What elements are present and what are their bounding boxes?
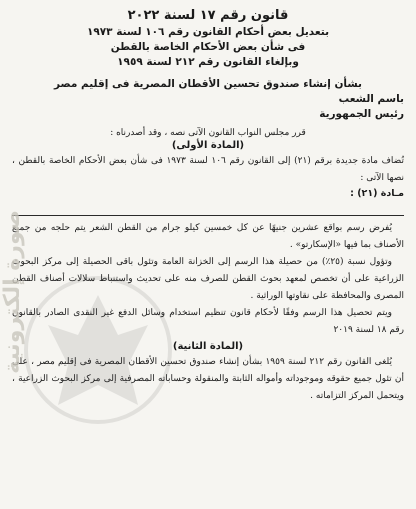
article-2-title: (المادة الثانية): [172, 341, 244, 352]
law-subtitle-3: وبإلغاء القانون رقم ٢١٢ لسنة ١٩٥٩: [117, 56, 299, 68]
article-21-paragraph-1: يُفرض رسم بواقع عشرين جنيهًا عن كل خمسين كيلو جرام من القطن الشعر يتم حلجه من جميع الأصناف بما فيها «الإسكارتو» .: [12, 223, 404, 250]
article-2-text: يُلغى القانون رقم ٢١٢ لسنة ١٩٥٩ بشأن إنشاء صندوق تحسين الأقطان المصرية فى إقليم مصر ، على أن تئول جميع حقوقه وموجوداته وأمواله الثابتة والمنقولة وحساباته المصرفية إلى مركز البحوث الزراعية ، ويتحمل المركز التزاماته .: [12, 357, 404, 401]
law-subtitle-1: بتعديل بعض أحكام القانون رقم ١٠٦ لسنة ١٩٧٣: [86, 26, 330, 38]
in-the-name-of-people: باسم الشعب: [338, 93, 404, 105]
article-21-label: مـادة (٢١) :: [350, 188, 404, 199]
article-21-paragraph-2: وتؤول نسبة (٢٥٪) من حصيلة هذا الرسم إلى الخزانة العامة وتئول باقى الحصيلة إلى مركز البحوث الزراعية على أن تخصص لمعهد بحوث القطن للصرف منه على تحديث واستنباط سلالات أصناف القطن المصرى والمحافظة على نقاوتها الوراثية .: [12, 257, 404, 301]
law-subtitle-2: فى شأن بعض الأحكام الخاصة بالقطن: [110, 41, 306, 53]
law-subtitle-4: بشأن إنشاء صندوق تحسين الأقطان المصرية فى إقليم مصر: [53, 78, 362, 90]
president-heading: رئيس الجمهورية: [319, 108, 404, 120]
side-watermark: صورة إلكترونية: [0, 210, 25, 374]
law-title: قانون رقم ١٧ لسنة ٢٠٢٢: [127, 8, 289, 23]
article-1-title: (المادة الأولى): [171, 140, 245, 151]
intro-text: قرر مجلس النواب القانون الآتى نصه ، وقد أصدرناه :: [110, 128, 306, 138]
article-21-paragraph-3: ويتم تحصيل هذا الرسم وفقًا لأحكام قانون تنظيم استخدام وسائل الدفع غير النقدى الصادر بالقانون رقم ١٨ لسنة ٢٠١٩: [12, 308, 404, 335]
divider: [12, 215, 404, 216]
article-1-text: تُضاف مادة جديدة برقم (٢١) إلى القانون رقم ١٠٦ لسنة ١٩٧٣ فى شأن بعض الأحكام الخاصة بالقطن ، نصها الآتى :: [12, 156, 404, 183]
